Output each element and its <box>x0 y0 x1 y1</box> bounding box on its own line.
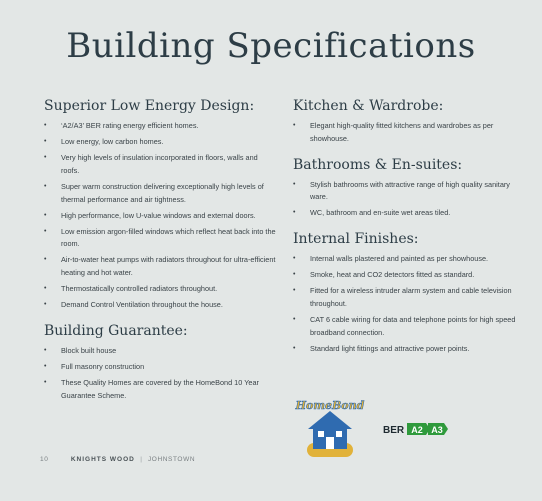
ber-label: BER <box>383 425 405 436</box>
location-name: JOHNSTOWN <box>147 456 196 463</box>
ber-a3-label: A3 <box>431 425 443 435</box>
list-item: • Full masonry construction <box>44 361 276 374</box>
list-item: • Low energy, low carbon homes. <box>44 136 276 149</box>
ber-rating-badge <box>383 422 449 436</box>
homebond-logo <box>295 397 365 465</box>
section-heading: Internal Finishes: <box>293 231 419 248</box>
section-heading: Bathrooms & En-suites: <box>293 156 463 173</box>
spec-list <box>293 253 518 355</box>
homebond-wordmark: HomeBond <box>295 399 365 412</box>
spec-list <box>293 120 518 146</box>
list-item: • Smoke, heat and CO2 detectors fitted as standard. <box>293 269 518 282</box>
list-item: • Super warm construction delivering exceptionally high levels of thermal performance and air tightness. <box>44 181 276 207</box>
list-item: • Fitted for a wireless intruder alarm system and cable television throughout. <box>293 285 518 311</box>
list-item: • Air-to-water heat pumps with radiators throughout for ultra-efficient heating and hot water. <box>44 254 276 280</box>
development-name: KNIGHTS WOOD <box>70 456 135 463</box>
list-item: • Very high levels of insulation incorporated in floors, walls and roofs. <box>44 152 276 178</box>
section-heading: Kitchen & Wardrobe: <box>293 98 444 114</box>
list-item: • Demand Control Ventilation throughout the house. <box>44 299 276 312</box>
list-item: • Standard light fittings and attractive power points. <box>293 343 518 356</box>
ber-a2-label: A2 <box>411 425 423 435</box>
list-item: • Internal walls plastered and painted as per showhouse. <box>293 253 518 266</box>
list-item: • Stylish bathrooms with attractive range of high quality sanitary ware. <box>293 179 518 205</box>
list-item: • High performance, low U-value windows and external doors. <box>44 210 276 223</box>
list-item: • Low emission argon-filled windows which reflect heat back into the room. <box>44 226 276 252</box>
list-item: • Block built house <box>44 345 276 358</box>
section-building-guarantee <box>44 323 276 403</box>
section-kitchen-wardrobe <box>293 98 518 146</box>
section-heading: Superior Low Energy Design: <box>44 98 255 114</box>
section-bathrooms <box>293 157 518 221</box>
spec-list <box>293 179 518 221</box>
section-internal-finishes <box>293 231 518 355</box>
list-item: • WC, bathroom and en-suite wet areas tiled. <box>293 207 518 220</box>
spec-list <box>44 345 276 403</box>
page-title: Building Specifications <box>66 26 476 66</box>
list-item: • Thermostatically controlled radiators throughout. <box>44 283 276 296</box>
left-column <box>44 98 276 413</box>
list-item: • Elegant high-quality fitted kitchens and wardrobes as per showhouse. <box>293 120 518 146</box>
spec-list <box>44 120 276 312</box>
page-footer <box>40 456 195 463</box>
list-item: • ‘A2/A3’ BER rating energy efficient homes. <box>44 120 276 133</box>
footer-separator: | <box>140 456 143 463</box>
right-column <box>293 98 518 367</box>
page-number: 10 <box>40 456 49 463</box>
section-heading: Building Guarantee: <box>44 322 188 339</box>
list-item: • CAT 6 cable wiring for data and telephone points for high speed broadband connection. <box>293 314 518 340</box>
list-item: • These Quality Homes are covered by the HomeBond 10 Year Guarantee Scheme. <box>44 377 276 403</box>
section-low-energy <box>44 98 276 312</box>
